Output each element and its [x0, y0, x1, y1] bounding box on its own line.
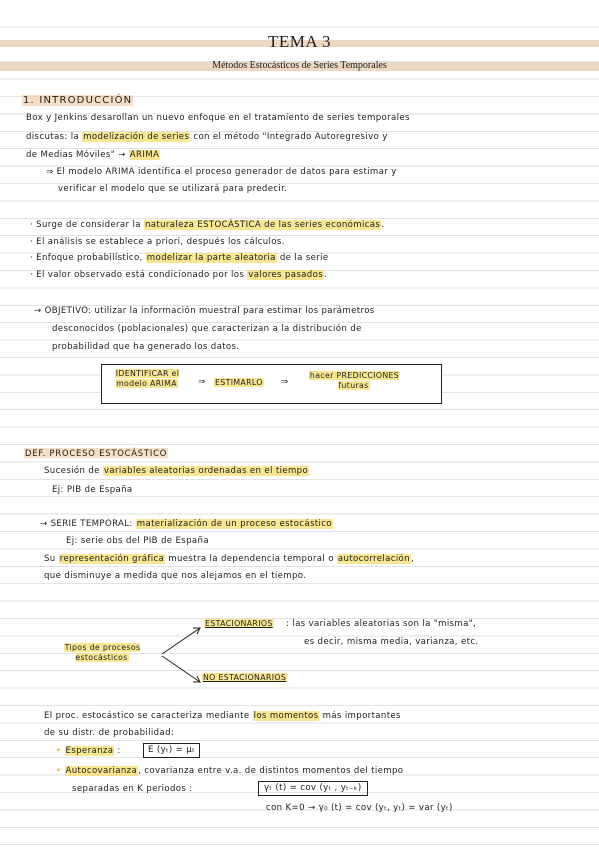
- branch-arrows-icon: [160, 624, 206, 686]
- section-heading-introduccion: 1. INTRODUCCIÓN: [23, 95, 133, 106]
- serie-temporal-line: → SERIE TEMPORAL: materialización de un proceso estocástico: [40, 519, 332, 529]
- bullet-enfoque: · Enfoque probabilístico, modelizar la parte aleatoria de la serie: [30, 253, 329, 263]
- intro-line-3: de Medias Móviles" → ARIMA: [26, 150, 160, 160]
- autocovarianza-line-2: separadas en K periodos :: [72, 784, 193, 794]
- objetivo-line-3: probabilidad que ha generado los datos.: [52, 342, 240, 352]
- flow-arrow-1: ⇒: [198, 377, 206, 387]
- flow-step-estimarlo: ESTIMARLO: [215, 378, 263, 387]
- representacion-line-1: Su representación gráfica muestra la dependencia temporal o autocorrelación,: [44, 554, 415, 564]
- page-subtitle: Métodos Estocásticos de Series Temporales: [212, 60, 387, 71]
- varianza-k0-line: con K=0 → γ₀ (t) = cov (yₜ, yₜ) = var (yₜ): [266, 803, 453, 813]
- momentos-line-2: de su distr. de probabilidad:: [44, 728, 175, 738]
- bullet-analisis: · El análisis se establece a priori, después los cálculos.: [30, 237, 285, 247]
- tipos-procesos-label: Tipos de procesos estocásticos: [64, 643, 141, 662]
- intro-line-1: Box y Jenkins desarollan un nuevo enfoque en el tratamiento de series temporales: [26, 113, 410, 123]
- estacionarios-label: ESTACIONARIOS: [205, 619, 273, 628]
- bullet-valor: · El valor observado está condicionado por los valores pasados.: [30, 270, 328, 280]
- esperanza-formula: E (yₜ) = μₜ: [143, 743, 200, 758]
- momentos-line-1: El proc. estocástico se caracteriza mediante los momentos más importantes: [44, 711, 401, 721]
- arima-note-line-2: verificar el modelo que se utilizará para predecir.: [58, 184, 288, 194]
- arima-note-line-1: ⇒ El modelo ARIMA identifica el proceso generador de datos para estimar y: [46, 167, 397, 177]
- section-heading-proceso-estocastico: DEF. PROCESO ESTOCÁSTICO: [25, 448, 168, 458]
- example-serie-pib: Ej: serie obs del PIB de España: [66, 536, 209, 546]
- esperanza-line: • Esperanza :: [56, 746, 121, 756]
- arima-flow-box: [101, 364, 442, 404]
- bullet-naturaleza: · Surge de considerar la naturaleza ESTOCÁSTICA de las series económicas.: [30, 220, 385, 230]
- objetivo-line-2: desconocidos (poblacionales) que caracterizan a la distribución de: [52, 324, 362, 334]
- no-estacionarios-label: NO ESTACIONARIOS: [203, 673, 287, 682]
- flow-arrow-2: ⇒: [281, 377, 289, 387]
- flow-step-identificar: IDENTIFICAR el modelo ARIMA: [115, 369, 180, 388]
- estacionarios-desc-line-1: : las variables aleatorias son la "misma",: [286, 619, 477, 629]
- page-title: TEMA 3: [268, 32, 331, 51]
- representacion-line-2: que disminuye a medida que nos alejamos en el tiempo.: [44, 571, 307, 581]
- autocovarianza-line-1: • Autocovarianza, covarianza entre v.a. de distintos momentos del tiempo: [56, 766, 404, 776]
- objetivo-line-1: → OBJETIVO: utilizar la información muestral para estimar los parámetros: [34, 306, 375, 316]
- estacionarios-desc-line-2: es decir, misma media, varianza, etc.: [304, 637, 479, 647]
- intro-line-2: discutas: la modelización de series con el método "Integrado Autoregresivo y: [26, 132, 388, 142]
- flow-step-predicciones: hacer PREDICCIONES futuras: [309, 371, 400, 390]
- example-pib: Ej: PIB de España: [52, 485, 133, 495]
- def-line: Sucesión de variables aleatorias ordenadas en el tiempo: [44, 466, 309, 476]
- autocovarianza-formula: γₜ (t) = cov (yₜ , yₜ₋ₖ): [258, 781, 368, 796]
